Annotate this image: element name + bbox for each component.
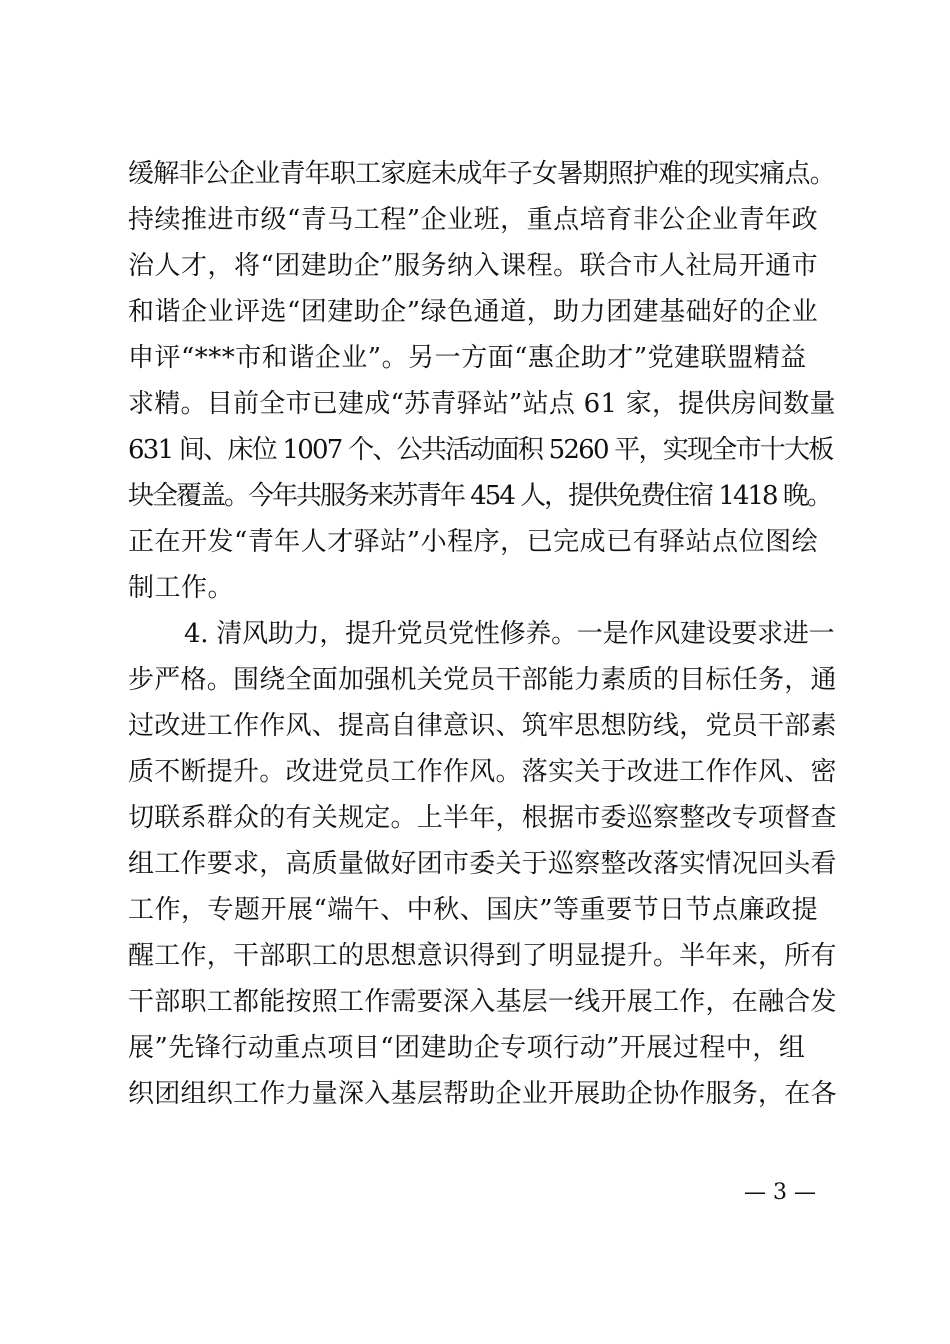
- paragraph-heading-line: 4. 清风助力，提升党员党性修养。一是作风建设要求进一: [184, 619, 835, 649]
- text-line: 步严格。围绕全面加强机关党员干部能力素质的目标任务，通: [128, 665, 837, 695]
- text-line: 干部职工都能按照工作需要深入基层一线开展工作，在融合发: [128, 987, 837, 1017]
- text-line: 制工作。: [128, 573, 235, 603]
- text-line: 切联系群众的有关规定。上半年，根据市委巡察整改专项督查: [128, 803, 837, 833]
- text-line: 申评“***市和谐企业”。另一方面“惠企助才”党建联盟精益: [128, 343, 807, 373]
- text-line: 和谐企业评选“团建助企”绿色通道，助力团建基础好的企业: [128, 297, 819, 327]
- text-line: 织团组织工作力量深入基层帮助企业开展助企协作服务，在各: [128, 1079, 837, 1109]
- text-line: 正在开发“青年人才驿站”小程序，已完成已有驿站点位图绘: [128, 527, 819, 557]
- text-line: 组工作要求，高质量做好团市委关于巡察整改落实情况回头看: [128, 849, 837, 879]
- text-line: 质不断提升。改进党员工作作风。落实关于改进工作作风、密: [128, 757, 837, 787]
- body-text: [128, 151, 838, 1117]
- text-line: 缓解非公企业青年职工家庭未成年子女暑期照护难的现实痛点。: [128, 159, 836, 189]
- text-line: 631 间、床位 1007 个、公共活动面积 5260 平，实现全市十大板: [128, 435, 833, 465]
- text-line: 块全覆盖。今年共服务来苏青年 454 人，提供免费住宿 1418 晚。: [128, 481, 831, 511]
- page-number: — 3 —: [744, 1180, 816, 1205]
- text-line: 工作，专题开展“端午、中秋、国庆”等重要节日节点廉政提: [128, 895, 819, 925]
- text-line: 展”先锋行动重点项目“团建助企专项行动”开展过程中，组: [128, 1033, 806, 1063]
- text-line: 求精。目前全市已建成“苏青驿站”站点 61 家，提供房间数量: [128, 389, 836, 419]
- text-line: 治人才，将“团建助企”服务纳入课程。联合市人社局开通市: [128, 251, 819, 281]
- text-line: 持续推进市级“青马工程”企业班，重点培育非公企业青年政: [128, 205, 819, 235]
- text-line: 醒工作，干部职工的思想意识得到了明显提升。半年来，所有: [128, 941, 837, 971]
- text-line: 过改进工作作风、提高自律意识、筑牢思想防线，党员干部素: [128, 711, 837, 741]
